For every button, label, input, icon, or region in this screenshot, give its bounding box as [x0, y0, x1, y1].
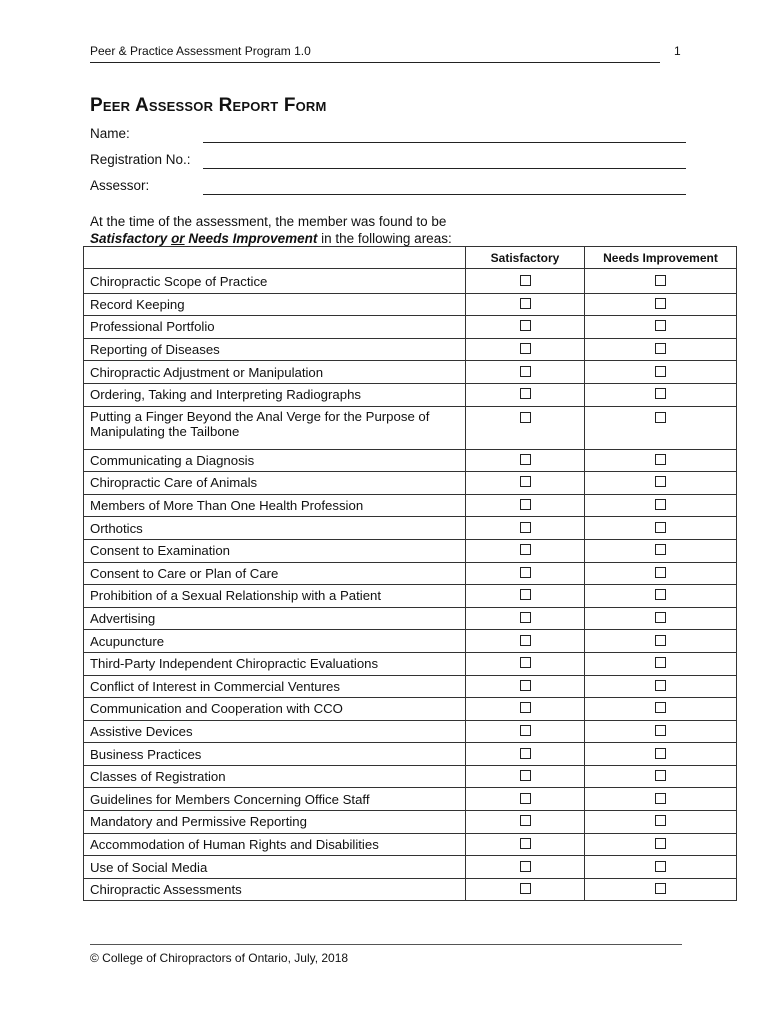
satisfactory-checkbox-cell	[466, 720, 585, 743]
area-label: Classes of Registration	[84, 765, 466, 788]
table-row	[84, 788, 737, 811]
needs-improvement-checkbox-cell	[585, 698, 737, 721]
area-label: Use of Social Media	[84, 856, 466, 879]
satisfactory-checkbox[interactable]	[520, 298, 531, 309]
needs-improvement-checkbox-cell	[585, 743, 737, 766]
needs-improvement-checkbox-cell	[585, 449, 737, 472]
needs-improvement-checkbox-cell	[585, 383, 737, 406]
table-row	[84, 585, 737, 608]
area-header	[84, 247, 466, 269]
needs-improvement-checkbox-cell	[585, 406, 737, 449]
satisfactory-checkbox[interactable]	[520, 412, 531, 423]
instructions-tail: in the following areas:	[317, 231, 452, 246]
table-row	[84, 406, 737, 449]
table-row	[84, 449, 737, 472]
satisfactory-checkbox[interactable]	[520, 454, 531, 465]
needs-improvement-checkbox[interactable]	[655, 454, 666, 465]
needs-improvement-checkbox-cell	[585, 539, 737, 562]
or-term: or	[171, 231, 185, 246]
needs-improvement-checkbox[interactable]	[655, 320, 666, 331]
satisfactory-checkbox-cell	[466, 675, 585, 698]
area-label: Chiropractic Care of Animals	[84, 472, 466, 495]
table-row	[84, 720, 737, 743]
needs-improvement-checkbox[interactable]	[655, 748, 666, 759]
satisfactory-checkbox[interactable]	[520, 612, 531, 623]
satisfactory-checkbox[interactable]	[520, 476, 531, 487]
needs-improvement-checkbox-cell	[585, 361, 737, 384]
needs-improvement-checkbox-cell	[585, 788, 737, 811]
needs-improvement-checkbox[interactable]	[655, 589, 666, 600]
area-label: Acupuncture	[84, 630, 466, 653]
needs-improvement-checkbox[interactable]	[655, 499, 666, 510]
satisfactory-header: Satisfactory	[466, 247, 585, 269]
table-row	[84, 743, 737, 766]
needs-improvement-checkbox-cell	[585, 720, 737, 743]
needs-improvement-checkbox[interactable]	[655, 838, 666, 849]
needs-improvement-checkbox[interactable]	[655, 476, 666, 487]
table-row	[84, 383, 737, 406]
satisfactory-checkbox[interactable]	[520, 343, 531, 354]
needs-improvement-checkbox-cell	[585, 472, 737, 495]
satisfactory-checkbox-cell	[466, 652, 585, 675]
needs-improvement-checkbox[interactable]	[655, 635, 666, 646]
satisfactory-checkbox[interactable]	[520, 320, 531, 331]
area-label: Orthotics	[84, 517, 466, 540]
area-label: Ordering, Taking and Interpreting Radiographs	[84, 383, 466, 406]
table-row	[84, 607, 737, 630]
satisfactory-checkbox-cell	[466, 517, 585, 540]
table-row	[84, 562, 737, 585]
assessor-label: Assessor:	[90, 178, 150, 193]
table-row	[84, 338, 737, 361]
assessment-table	[83, 246, 737, 901]
table-row	[84, 675, 737, 698]
needs-improvement-checkbox-cell	[585, 494, 737, 517]
needs-improvement-checkbox-cell	[585, 293, 737, 316]
satisfactory-checkbox[interactable]	[520, 815, 531, 826]
needs-improvement-checkbox[interactable]	[655, 770, 666, 781]
satisfactory-checkbox[interactable]	[520, 725, 531, 736]
area-label: Consent to Care or Plan of Care	[84, 562, 466, 585]
needs-improvement-checkbox-cell	[585, 269, 737, 294]
area-label: Assistive Devices	[84, 720, 466, 743]
area-label: Chiropractic Assessments	[84, 878, 466, 901]
needs-improvement-checkbox-cell	[585, 338, 737, 361]
satisfactory-checkbox-cell	[466, 562, 585, 585]
area-label: Prohibition of a Sexual Relationship with a Patient	[84, 585, 466, 608]
area-label: Communicating a Diagnosis	[84, 449, 466, 472]
table-row	[84, 765, 737, 788]
assessor-field[interactable]	[203, 194, 686, 195]
satisfactory-checkbox-cell	[466, 743, 585, 766]
satisfactory-checkbox[interactable]	[520, 567, 531, 578]
satisfactory-checkbox-cell	[466, 856, 585, 879]
table-row	[84, 472, 737, 495]
area-label: Business Practices	[84, 743, 466, 766]
instructions	[90, 213, 452, 247]
needs-improvement-checkbox[interactable]	[655, 343, 666, 354]
needs-improvement-checkbox-cell	[585, 811, 737, 834]
satisfactory-checkbox[interactable]	[520, 366, 531, 377]
table-row	[84, 856, 737, 879]
name-field[interactable]	[203, 142, 686, 143]
satisfactory-checkbox[interactable]	[520, 635, 531, 646]
needs-improvement-checkbox[interactable]	[655, 567, 666, 578]
area-label: Chiropractic Adjustment or Manipulation	[84, 361, 466, 384]
satisfactory-checkbox[interactable]	[520, 680, 531, 691]
area-label: Guidelines for Members Concerning Office Staff	[84, 788, 466, 811]
program-title: Peer & Practice Assessment Program 1.0	[90, 44, 311, 58]
satisfactory-checkbox-cell	[466, 539, 585, 562]
needs-improvement-checkbox-cell	[585, 607, 737, 630]
satisfactory-checkbox-cell	[466, 607, 585, 630]
table-row	[84, 517, 737, 540]
area-label: Advertising	[84, 607, 466, 630]
satisfactory-checkbox-cell	[466, 472, 585, 495]
satisfactory-checkbox-cell	[466, 630, 585, 653]
table-row	[84, 361, 737, 384]
area-label: Record Keeping	[84, 293, 466, 316]
satisfactory-checkbox[interactable]	[520, 883, 531, 894]
needs-improvement-checkbox-cell	[585, 562, 737, 585]
satisfactory-checkbox[interactable]	[520, 589, 531, 600]
area-label: Reporting of Diseases	[84, 338, 466, 361]
satisfactory-term: Satisfactory	[90, 231, 168, 246]
satisfactory-checkbox-cell	[466, 383, 585, 406]
needs-improvement-checkbox[interactable]	[655, 793, 666, 804]
needs-improvement-checkbox[interactable]	[655, 366, 666, 377]
satisfactory-checkbox[interactable]	[520, 499, 531, 510]
needs-improvement-checkbox[interactable]	[655, 275, 666, 286]
area-label: Accommodation of Human Rights and Disabilities	[84, 833, 466, 856]
satisfactory-checkbox-cell	[466, 585, 585, 608]
satisfactory-checkbox-cell	[466, 406, 585, 449]
satisfactory-checkbox[interactable]	[520, 522, 531, 533]
satisfactory-checkbox[interactable]	[520, 838, 531, 849]
registration-field[interactable]	[203, 168, 686, 169]
table-row	[84, 293, 737, 316]
table-row	[84, 494, 737, 517]
name-label: Name:	[90, 126, 130, 141]
registration-label: Registration No.:	[90, 152, 191, 167]
satisfactory-checkbox-cell	[466, 338, 585, 361]
satisfactory-checkbox-cell	[466, 494, 585, 517]
needs-improvement-checkbox-cell	[585, 856, 737, 879]
satisfactory-checkbox[interactable]	[520, 770, 531, 781]
needs-improvement-checkbox[interactable]	[655, 412, 666, 423]
satisfactory-checkbox[interactable]	[520, 657, 531, 668]
needs-improvement-header: Needs Improvement	[585, 247, 737, 269]
satisfactory-checkbox-cell	[466, 361, 585, 384]
area-label: Members of More Than One Health Profession	[84, 494, 466, 517]
table-row	[84, 833, 737, 856]
satisfactory-checkbox[interactable]	[520, 793, 531, 804]
satisfactory-checkbox-cell	[466, 269, 585, 294]
area-label: Conflict of Interest in Commercial Ventures	[84, 675, 466, 698]
table-row	[84, 652, 737, 675]
needs-improvement-checkbox[interactable]	[655, 544, 666, 555]
satisfactory-checkbox-cell	[466, 788, 585, 811]
needs-improvement-checkbox-cell	[585, 878, 737, 901]
needs-improvement-term: Needs Improvement	[188, 231, 318, 246]
needs-improvement-checkbox[interactable]	[655, 612, 666, 623]
needs-improvement-checkbox-cell	[585, 652, 737, 675]
area-label: Third-Party Independent Chiropractic Evaluations	[84, 652, 466, 675]
needs-improvement-checkbox[interactable]	[655, 815, 666, 826]
copyright: © College of Chiropractors of Ontario, July, 2018	[90, 951, 349, 965]
needs-improvement-checkbox-cell	[585, 517, 737, 540]
needs-improvement-checkbox[interactable]	[655, 883, 666, 894]
satisfactory-checkbox[interactable]	[520, 702, 531, 713]
needs-improvement-checkbox[interactable]	[655, 657, 666, 668]
needs-improvement-checkbox[interactable]	[655, 861, 666, 872]
satisfactory-checkbox-cell	[466, 293, 585, 316]
satisfactory-checkbox[interactable]	[520, 748, 531, 759]
needs-improvement-checkbox-cell	[585, 585, 737, 608]
satisfactory-checkbox-cell	[466, 811, 585, 834]
needs-improvement-checkbox-cell	[585, 833, 737, 856]
area-label: Professional Portfolio	[84, 316, 466, 339]
needs-improvement-checkbox[interactable]	[655, 298, 666, 309]
satisfactory-checkbox[interactable]	[520, 388, 531, 399]
needs-improvement-checkbox-cell	[585, 675, 737, 698]
form-title: Peer Assessor Report Form	[90, 95, 327, 116]
area-label: Mandatory and Permissive Reporting	[84, 811, 466, 834]
satisfactory-checkbox-cell	[466, 765, 585, 788]
area-label: Chiropractic Scope of Practice	[84, 269, 466, 294]
table-row	[84, 630, 737, 653]
page-header	[90, 44, 681, 63]
needs-improvement-checkbox-cell	[585, 316, 737, 339]
instructions-line1: At the time of the assessment, the member was found to be	[90, 214, 447, 229]
page-number: 1	[674, 44, 681, 58]
satisfactory-checkbox-cell	[466, 449, 585, 472]
table-row	[84, 878, 737, 901]
satisfactory-checkbox[interactable]	[520, 861, 531, 872]
needs-improvement-checkbox[interactable]	[655, 388, 666, 399]
satisfactory-checkbox[interactable]	[520, 544, 531, 555]
satisfactory-checkbox-cell	[466, 878, 585, 901]
needs-improvement-checkbox[interactable]	[655, 522, 666, 533]
table-row	[84, 539, 737, 562]
satisfactory-checkbox[interactable]	[520, 275, 531, 286]
area-label: Putting a Finger Beyond the Anal Verge for the Purpose of Manipulating the Tailbone	[84, 406, 466, 449]
table-row	[84, 811, 737, 834]
satisfactory-checkbox-cell	[466, 833, 585, 856]
area-label: Communication and Cooperation with CCO	[84, 698, 466, 721]
needs-improvement-checkbox[interactable]	[655, 680, 666, 691]
page-footer	[90, 944, 682, 965]
table-row	[84, 269, 737, 294]
satisfactory-checkbox-cell	[466, 316, 585, 339]
table-row	[84, 698, 737, 721]
area-label: Consent to Examination	[84, 539, 466, 562]
needs-improvement-checkbox[interactable]	[655, 702, 666, 713]
needs-improvement-checkbox-cell	[585, 630, 737, 653]
needs-improvement-checkbox-cell	[585, 765, 737, 788]
table-row	[84, 316, 737, 339]
satisfactory-checkbox-cell	[466, 698, 585, 721]
needs-improvement-checkbox[interactable]	[655, 725, 666, 736]
